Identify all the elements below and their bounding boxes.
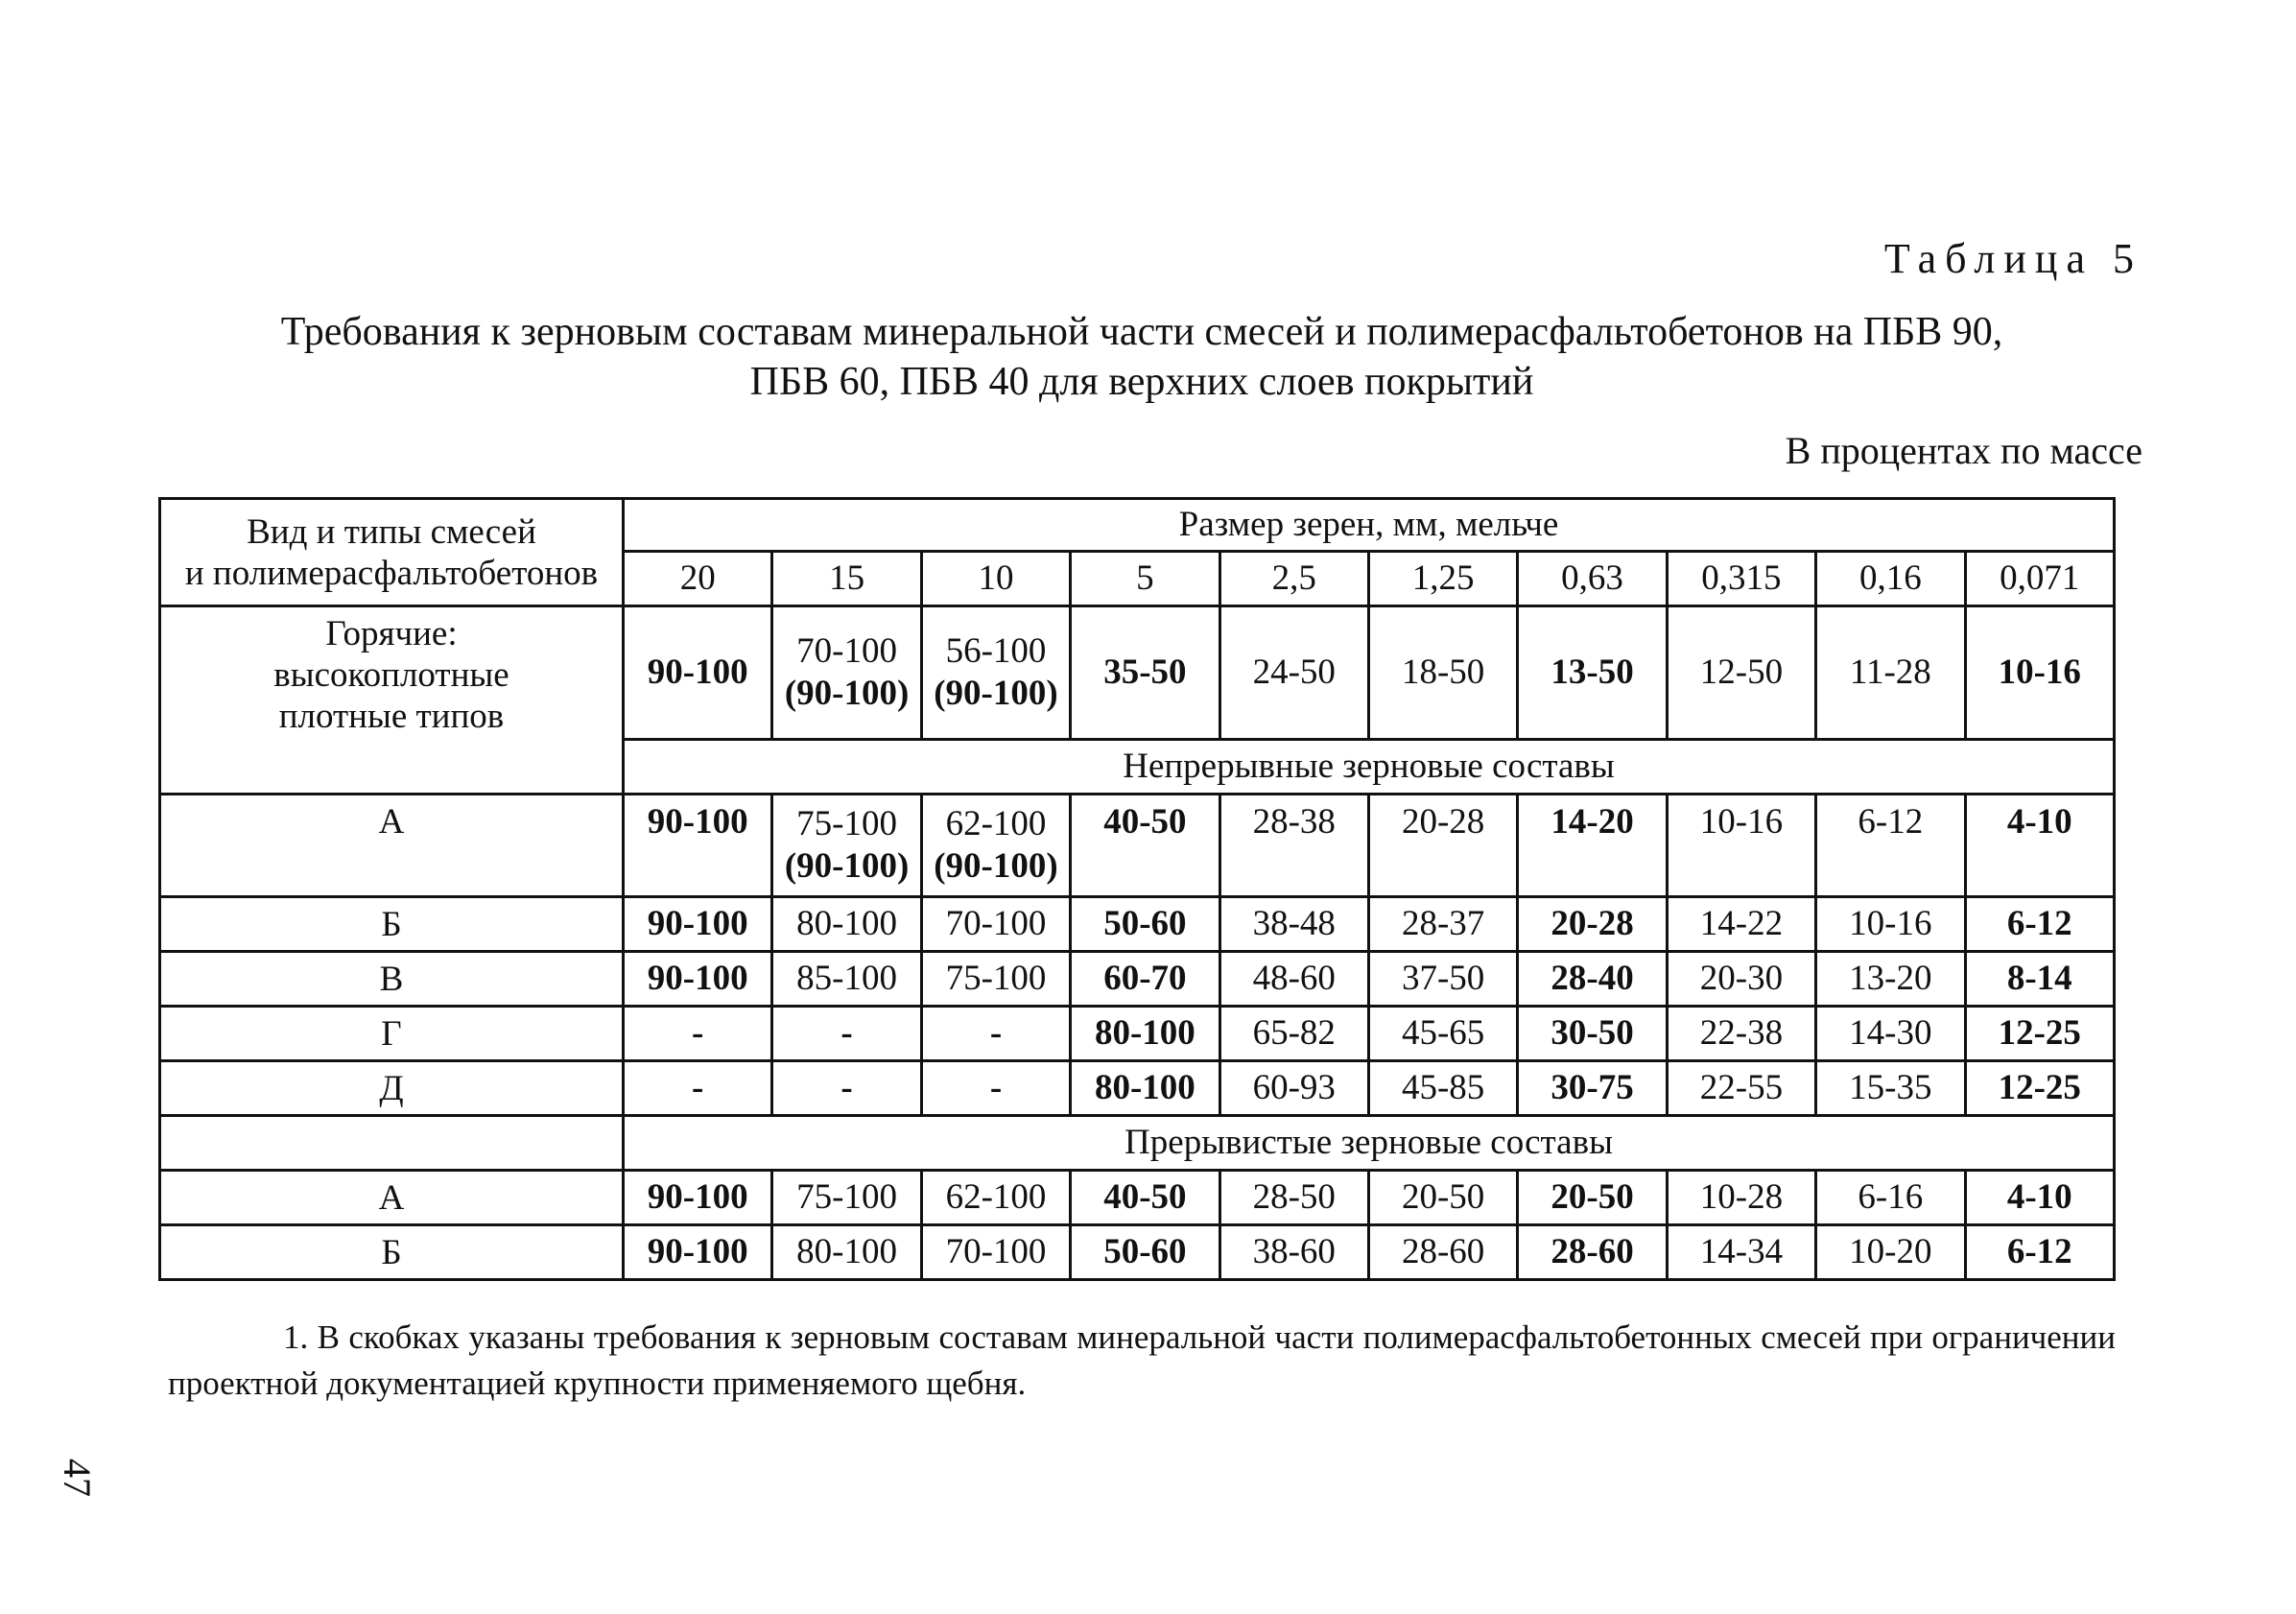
value-cell: 37-50 [1368, 952, 1517, 1007]
size-cell: 15 [772, 552, 921, 606]
value-cell: 15-35 [1816, 1061, 1965, 1116]
size-cell: 0,16 [1816, 552, 1965, 606]
value-cell: 40-50 [1071, 795, 1219, 897]
value-cell: 22-55 [1667, 1061, 1815, 1116]
value-cell: 80-100 [1071, 1061, 1219, 1116]
size-cell: 5 [1071, 552, 1219, 606]
value-cell: 65-82 [1219, 1007, 1368, 1061]
value-cell: 90-100 [624, 795, 772, 897]
value-cell: 28-37 [1368, 897, 1517, 952]
value-cell: - [921, 1007, 1070, 1061]
value-main: 56-100 [945, 631, 1047, 671]
size-cell: 10 [921, 552, 1070, 606]
table-number: Таблица 5 [1883, 235, 2142, 282]
units-note: В процентах по массе [1785, 429, 2142, 472]
value-cell: 6-12 [1965, 897, 2114, 952]
type-cell: Б [160, 897, 624, 952]
type-header-line2: и полимерасфальтобетонов [184, 553, 599, 593]
size-cell: 0,071 [1965, 552, 2114, 606]
value-cell: 48-60 [1219, 952, 1368, 1007]
value-cell: 10-28 [1667, 1171, 1815, 1225]
hot-mix-row [160, 606, 2115, 740]
table-title-line1: Требования к зерновым составам минеральной части смесей и полимерасфальтобетонов на ПБВ 90, [280, 310, 2003, 354]
value-cell: 62-100 [921, 1171, 1070, 1225]
value-cell: - [921, 1061, 1070, 1116]
discontinuous-row-a [160, 1171, 2115, 1225]
value-cell: 12-25 [1965, 1007, 2114, 1061]
value-cell: 90-100 [624, 1171, 772, 1225]
value-cell: 30-50 [1518, 1007, 1667, 1061]
hot-mix-label-cell [160, 606, 624, 795]
type-cell: Д [160, 1061, 624, 1116]
value-cell: 14-34 [1667, 1225, 1815, 1280]
value-cell: 14-22 [1667, 897, 1815, 952]
size-cell: 2,5 [1219, 552, 1368, 606]
value-cell: 6-16 [1816, 1171, 1965, 1225]
value-cell: 90-100 [624, 606, 772, 740]
value-cell: - [772, 1007, 921, 1061]
value-cell: 80-100 [1071, 1007, 1219, 1061]
value-cell: 18-50 [1368, 606, 1517, 740]
type-cell: А [160, 1171, 624, 1225]
value-cell: 13-20 [1816, 952, 1965, 1007]
size-cell: 20 [624, 552, 772, 606]
value-cell: 4-10 [1965, 795, 2114, 897]
type-header-line1: Вид и типы смесей [247, 511, 536, 552]
value-main: 62-100 [945, 804, 1047, 843]
value-cell: 30-75 [1518, 1061, 1667, 1116]
value-cell: 10-16 [1965, 606, 2114, 740]
value-cell: 14-30 [1816, 1007, 1965, 1061]
value-cell: 10-16 [1816, 897, 1965, 952]
value-cell: 28-40 [1518, 952, 1667, 1007]
value-cell: 38-48 [1219, 897, 1368, 952]
size-cell: 0,315 [1667, 552, 1815, 606]
value-cell: 14-20 [1518, 795, 1667, 897]
value-cell: 6-12 [1965, 1225, 2114, 1280]
value-cell: 28-60 [1518, 1225, 1667, 1280]
value-cell: 24-50 [1219, 606, 1368, 740]
value-cell: 38-60 [1219, 1225, 1368, 1280]
value-cell: 28-60 [1368, 1225, 1517, 1280]
value-cell: - [772, 1061, 921, 1116]
grain-composition-table [158, 497, 2116, 1281]
value-cell: 8-14 [1965, 952, 2114, 1007]
value-main: 70-100 [796, 631, 897, 671]
value-cell: 20-28 [1518, 897, 1667, 952]
type-cell: Б [160, 1225, 624, 1280]
value-cell: 13-50 [1518, 606, 1667, 740]
continuous-row-a [160, 795, 2115, 897]
value-cell: 75-100 [921, 952, 1070, 1007]
table-header-row [160, 499, 2115, 552]
value-cell: 90-100 [624, 952, 772, 1007]
value-cell: 90-100 [624, 1225, 772, 1280]
type-cell: В [160, 952, 624, 1007]
value-cell: 80-100 [772, 1225, 921, 1280]
size-header-cell: Размер зерен, мм, мельче [624, 499, 2115, 552]
table-title-line2: ПБВ 60, ПБВ 40 для верхних слоев покрытий [749, 360, 1534, 404]
value-cell [772, 795, 921, 897]
value-cell [921, 795, 1070, 897]
table-title [154, 307, 2130, 407]
hot-label-line3: плотные типов [278, 697, 505, 736]
value-cell: 70-100 [921, 897, 1070, 952]
discontinuous-section-label: Прерывистые зерновые составы [624, 1116, 2115, 1171]
value-cell: 4-10 [1965, 1171, 2114, 1225]
value-cell: 10-20 [1816, 1225, 1965, 1280]
empty-type-cell [160, 1116, 624, 1171]
continuous-row-d [160, 1061, 2115, 1116]
hot-label-line1: Горячие: [325, 614, 458, 653]
value-cell: 90-100 [624, 897, 772, 952]
value-cell: 60-93 [1219, 1061, 1368, 1116]
hot-label-line2: высокоплотные [273, 655, 509, 695]
discontinuous-row-b [160, 1225, 2115, 1280]
continuous-row-v [160, 952, 2115, 1007]
value-cell: 50-60 [1071, 1225, 1219, 1280]
value-cell: 22-38 [1667, 1007, 1815, 1061]
continuous-row-g [160, 1007, 2115, 1061]
value-cell: - [624, 1007, 772, 1061]
type-cell: Г [160, 1007, 624, 1061]
value-cell: 20-28 [1368, 795, 1517, 897]
value-cell: 75-100 [772, 1171, 921, 1225]
value-cell: 80-100 [772, 897, 921, 952]
value-cell: 28-50 [1219, 1171, 1368, 1225]
page-number: 47 [56, 1459, 99, 1497]
value-cell: 60-70 [1071, 952, 1219, 1007]
size-cell: 0,63 [1518, 552, 1667, 606]
value-cell: 20-30 [1667, 952, 1815, 1007]
value-cell [921, 606, 1070, 740]
footnote: 1. В скобках указаны требования к зерновым составам минеральной части полимерасфальтобетонных смесей при ограничении проектной документацией крупности применяемого щебня. [168, 1318, 2116, 1402]
discontinuous-section-row [160, 1116, 2115, 1171]
value-bracket: (90-100) [784, 846, 910, 886]
value-cell: 50-60 [1071, 897, 1219, 952]
value-bracket: (90-100) [934, 674, 1058, 713]
value-cell: 12-25 [1965, 1061, 2114, 1116]
size-cell: 1,25 [1368, 552, 1517, 606]
value-bracket: (90-100) [784, 674, 910, 713]
value-cell: 45-85 [1368, 1061, 1517, 1116]
type-cell: А [160, 795, 624, 897]
value-cell: 11-28 [1816, 606, 1965, 740]
value-cell: 12-50 [1667, 606, 1815, 740]
value-cell: 20-50 [1368, 1171, 1517, 1225]
continuous-section-label: Непрерывные зерновые составы [624, 740, 2115, 795]
value-cell: 40-50 [1071, 1171, 1219, 1225]
type-header-cell [160, 499, 624, 606]
value-cell: 70-100 [921, 1225, 1070, 1280]
value-cell: 45-65 [1368, 1007, 1517, 1061]
value-cell: 10-16 [1667, 795, 1815, 897]
value-cell [772, 606, 921, 740]
value-bracket: (90-100) [934, 846, 1058, 886]
continuous-row-b [160, 897, 2115, 952]
value-cell: 20-50 [1518, 1171, 1667, 1225]
value-cell: 35-50 [1071, 606, 1219, 740]
value-cell: - [624, 1061, 772, 1116]
value-cell: 6-12 [1816, 795, 1965, 897]
value-cell: 85-100 [772, 952, 921, 1007]
value-main: 75-100 [796, 804, 897, 843]
value-cell: 28-38 [1219, 795, 1368, 897]
